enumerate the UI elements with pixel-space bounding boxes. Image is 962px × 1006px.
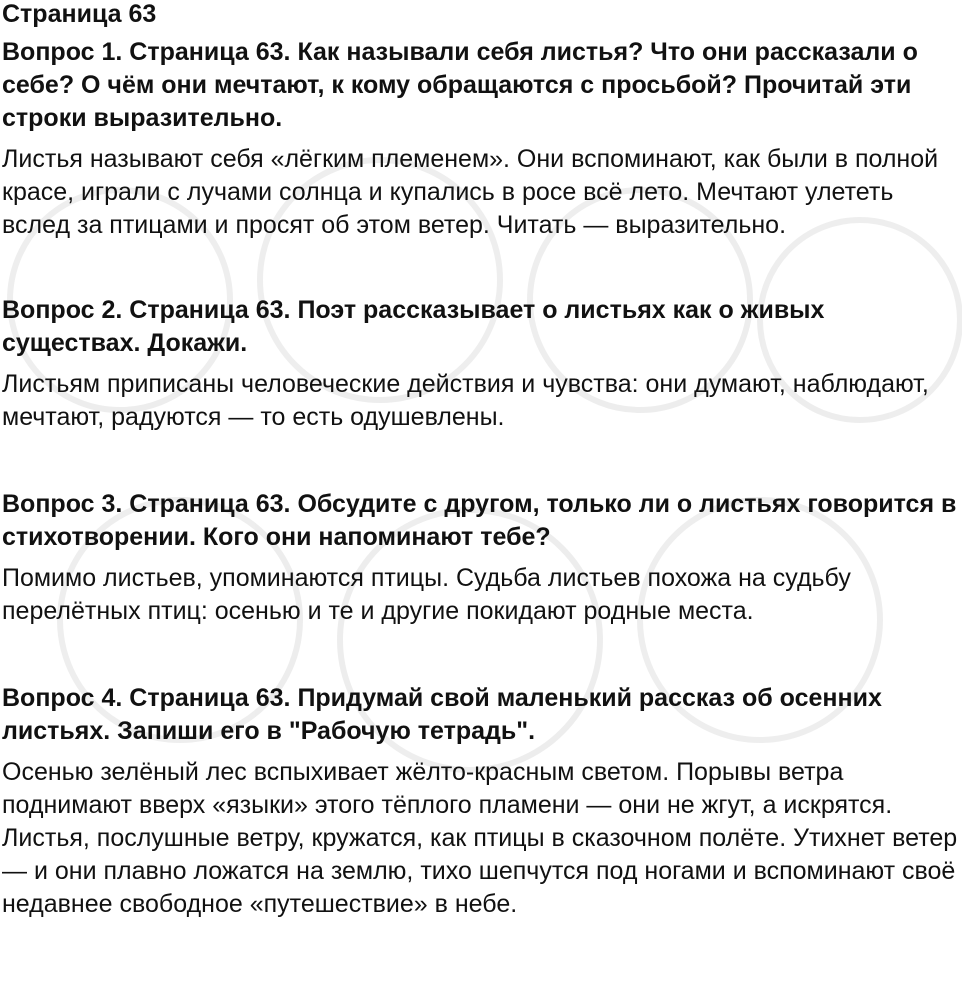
- spacer: [2, 434, 960, 488]
- question-title: Вопрос 3. Страница 63. Обсудите с другом, только ли о листьях говорится в стихотворении. Кого они напоминают тебе?: [2, 490, 957, 551]
- question-title: Вопрос 1. Страница 63. Как называли себя листья? Что они рассказали о себе? О чём они мечтают, к кому обращаются с просьбой? Прочитай эти строки выразительно.: [2, 38, 918, 132]
- spacer: [2, 242, 960, 294]
- question-answer: Помимо листьев, упоминаются птицы. Судьба листьев похожа на судьбу перелётных птиц: осенью и те и другие покидают родные места.: [2, 564, 851, 625]
- question-block-3: [2, 488, 960, 628]
- question-answer: Листья называют себя «лёгким племенем». Они вспоминают, как были в полной красе, играли с лучами солнца и купались в росе всё лето. Мечтают улететь вслед за птицами и просят об этом ветер. Читать — выразительно.: [2, 145, 939, 239]
- question-answer: Листьям приписаны человеческие действия и чувства: они думают, наблюдают, мечтают, радуются — то есть одушевлены.: [2, 370, 929, 431]
- question-block-4: [2, 682, 960, 921]
- question-block-2: [2, 294, 960, 434]
- question-answer: Осенью зелёный лес вспыхивает жёлто-красным светом. Порывы ветра поднимают вверх «языки» этого тёплого пламени — они не жгут, а искрятся. Листья, послушные ветру, кружатся, как птицы в сказочном полёте. Утихнет ветер — и они плавно ложатся на землю, тихо шепчутся под ногами и вспоминают своё недавнее свободное «путешествие» в небе.: [2, 758, 958, 918]
- question-block-1: [2, 36, 960, 242]
- question-title: Вопрос 4. Страница 63. Придумай свой маленький рассказ об осенних листьях. Запиши его в "Рабочую тетрадь".: [2, 684, 882, 745]
- spacer: [2, 628, 960, 682]
- page-heading: Страница 63: [2, 0, 157, 28]
- question-title: Вопрос 2. Страница 63. Поэт рассказывает о листьях как о живых существах. Докажи.: [2, 296, 825, 357]
